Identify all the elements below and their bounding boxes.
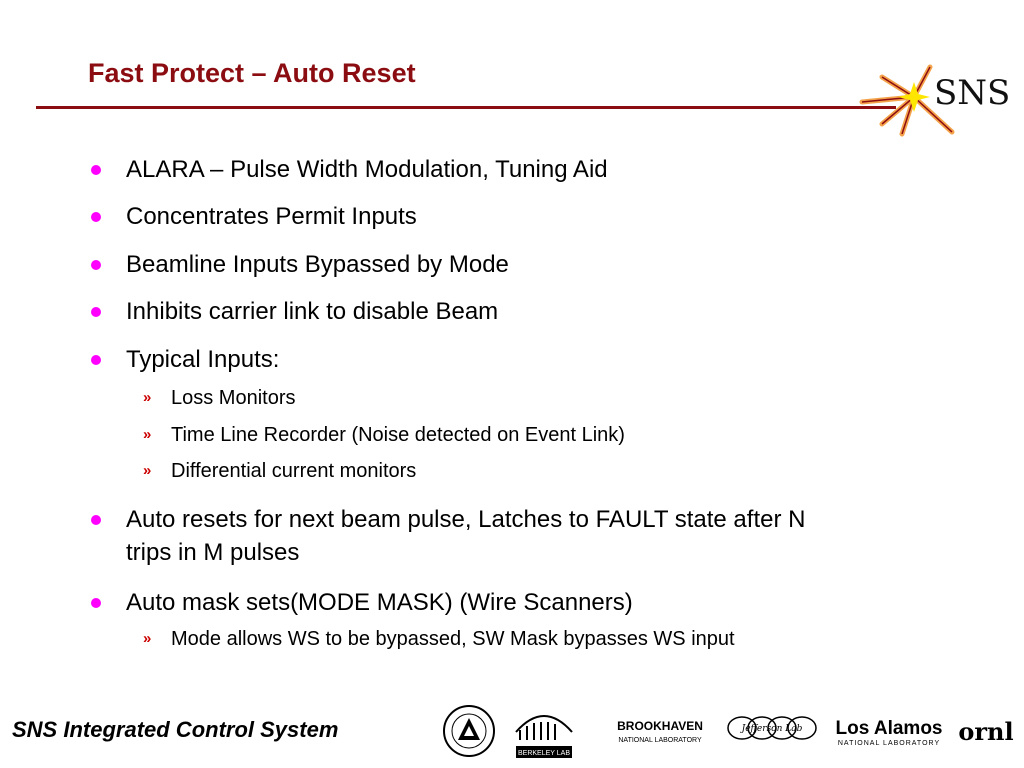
ornl-logo — [954, 700, 1018, 762]
sub-bullet-marker: » — [143, 389, 152, 406]
bullet-dot — [91, 307, 101, 317]
sub-bullet-item: Mode allows WS to be bypassed, SW Mask bypasses WS input — [171, 628, 735, 650]
los-alamos-text: Los Alamos — [835, 718, 943, 739]
footer-title: SNS Integrated Control System — [12, 717, 339, 742]
bullet-item: Inhibits carrier link to disable Beam — [126, 298, 499, 325]
sub-bullet-marker: » — [143, 462, 152, 479]
bullet-dot — [91, 212, 101, 222]
berkeley-lab-logo — [510, 700, 578, 762]
bullet-dot — [91, 515, 101, 525]
brookhaven-text: BROOKHAVEN — [617, 719, 703, 733]
sns-logo-text: SNS — [934, 73, 1011, 113]
argonne-logo — [440, 700, 498, 762]
bullet-dot — [91, 260, 101, 270]
sub-bullet-marker: » — [143, 426, 152, 443]
bullet-item: Typical Inputs: — [126, 346, 280, 373]
sub-bullet-item: Loss Monitors — [171, 387, 296, 409]
berkeley-lab-text: BERKELEY LAB — [517, 750, 571, 757]
sub-bullet-item: Differential current monitors — [171, 460, 417, 482]
jefferson-lab-text: Jefferson Lab — [741, 724, 803, 734]
jefferson-lab-logo — [720, 700, 824, 762]
bullet-item: Auto resets for next beam pulse, Latches to FAULT state after N — [126, 506, 806, 533]
sub-bullet-marker: » — [143, 630, 152, 647]
brookhaven-logo — [608, 700, 712, 762]
bullet-dot — [91, 355, 101, 365]
bullet-item: ALARA – Pulse Width Modulation, Tuning Aid — [126, 156, 608, 183]
ornl-text: ornl — [958, 717, 1014, 746]
bullet-item: Beamline Inputs Bypassed by Mode — [126, 251, 509, 278]
los-alamos-subtext: NATIONAL LABORATORY — [837, 740, 941, 747]
bullet-dot — [91, 598, 101, 608]
bullet-item: Auto mask sets(MODE MASK) (Wire Scanners) — [126, 589, 633, 616]
bullet-item: Concentrates Permit Inputs — [126, 203, 417, 230]
sub-bullet-item: Time Line Recorder (Noise detected on Event Link) — [171, 424, 625, 446]
brookhaven-subtext: NATIONAL LABORATORY — [618, 737, 702, 744]
los-alamos-logo — [834, 700, 944, 762]
bullet-item-continuation: trips in M pulses — [126, 539, 300, 566]
bullet-dot — [91, 165, 101, 175]
slide-title: Fast Protect – Auto Reset — [88, 58, 416, 88]
